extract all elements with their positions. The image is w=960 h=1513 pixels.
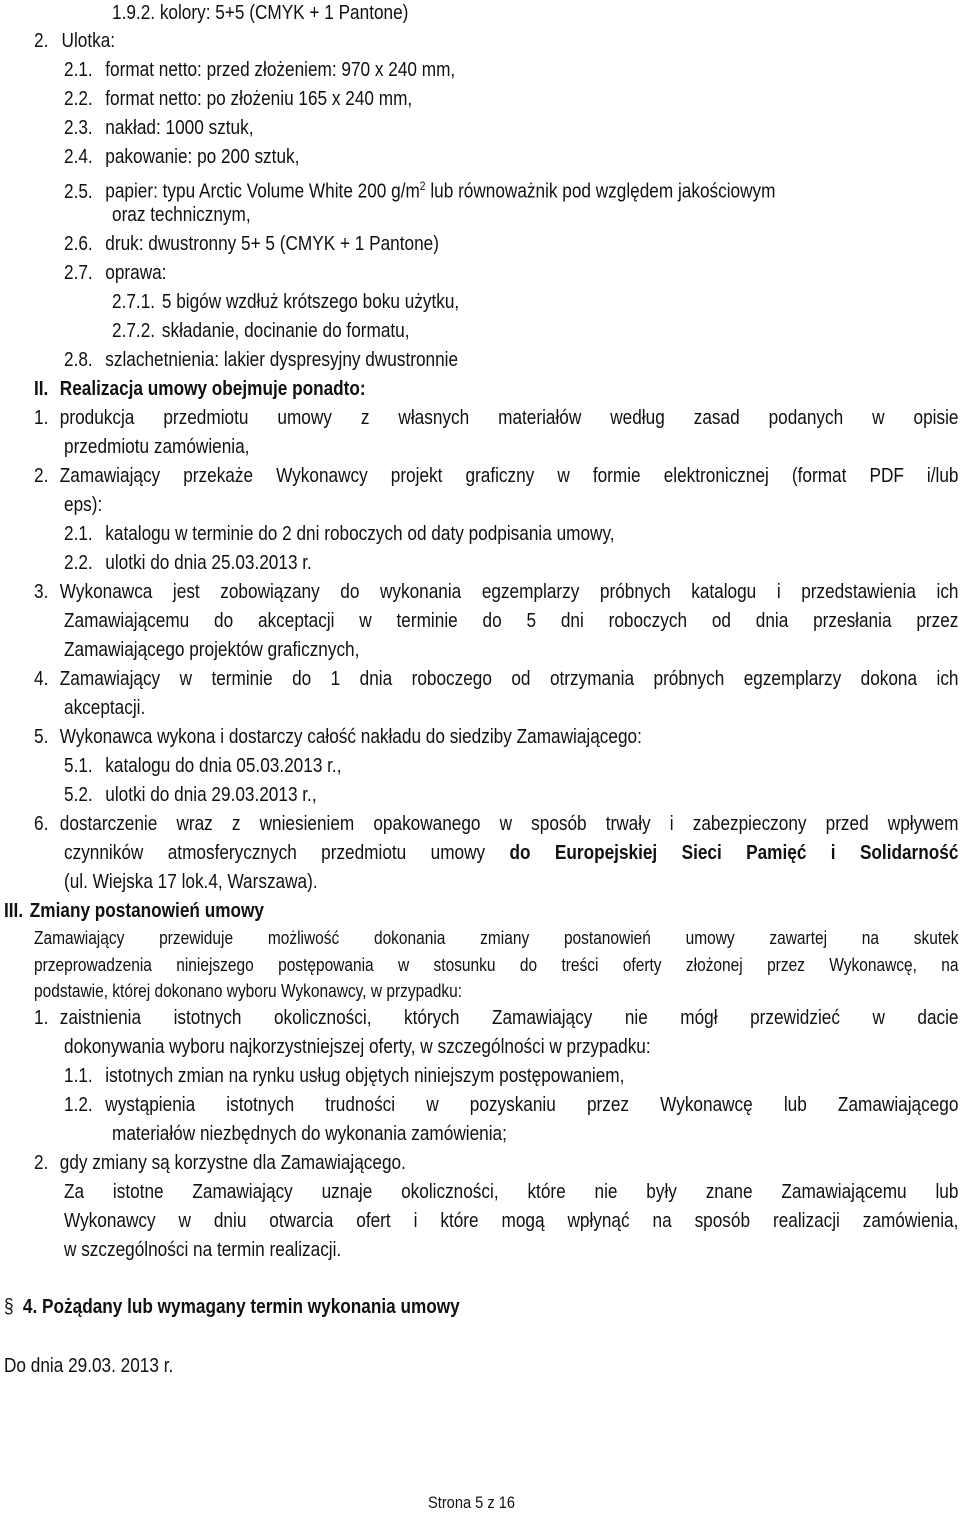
list-item: 2.3. nakład: 1000 sztuk, [64,117,254,139]
list-item: 3. Wykonawca jest zobowiązany do wykonania egzemplarzy próbnych katalogu i przedstawienia ich [34,581,959,603]
page-number: Strona 5 z 16 [428,1493,515,1512]
list-item: czynników atmosferycznych przedmiotu umowy do Europejskiej Sieci Pamięć i Solidarność [64,842,959,864]
list-item: 5.1. katalogu do dnia 05.03.2013 r., [64,755,342,777]
list-item: (ul. Wiejska 17 lok.4, Warszawa). [64,871,318,893]
list-item: 2.1. katalogu w terminie do 2 dni roboczych od daty podpisania umowy, [64,523,615,545]
section-heading: II. Realizacja umowy obejmuje ponadto: [34,378,366,400]
list-item: 2.7.2. składanie, docinanie do formatu, [112,320,410,342]
deadline-text: Do dnia 29.03. 2013 r. [4,1355,174,1377]
list-item: 2. Zamawiający przekaże Wykonawcy projekt graficzny w formie elektronicznej (format PDF i/lub [34,465,959,487]
list-item: 2.5. papier: typu Arctic Volume White 200 $g/m^2$ lub równoważnik pod względem jakościowym [64,179,776,203]
list-item: 5.2. ulotki do dnia 29.03.2013 r., [64,784,317,806]
list-item: 2.2. format netto: po złożeniu 165 x 240 mm, [64,88,413,110]
paragraph-line: podstawie, której dokonano wyboru Wykonawcy, w przypadku: [34,981,463,1001]
list-item: przedmiotu zamówienia, [64,436,250,458]
list-item: 2.1. format netto: przed złożeniem: 970 x 240 mm, [64,59,456,81]
list-item: 2.2. ulotki do dnia 25.03.2013 r. [64,552,312,574]
list-item: 2. gdy zmiany są korzystne dla Zamawiającego. [34,1152,406,1174]
list-item: 2.4. pakowanie: po 200 sztuk, [64,146,300,168]
section-heading: III. Zmiany postanowień umowy [4,900,264,922]
list-item: 2.7. oprawa: [64,262,167,284]
list-item: 1. zaistnienia istotnych okoliczności, których Zamawiający nie mógł przewidzieć w dacie [34,1007,959,1029]
list-item: 1. produkcja przedmiotu umowy z własnych materiałów według zasad podanych w opisie [34,407,959,429]
list-item: akceptacji. [64,697,146,719]
section-bullet-icon: § [4,1296,14,1318]
list-item: eps): [64,494,103,516]
paragraph-line: Za istotne Zamawiający uznaje okoliczności, które nie były znane Zamawiającemu lub [64,1181,959,1203]
paragraph-line: Wykonawcy w dniu otwarcia ofert i które mogą wpłynąć na sposób realizacji zamówienia, [64,1210,959,1232]
list-item: dokonywania wyboru najkorzystniejszej oferty, w szczególności w przypadku: [64,1036,651,1058]
list-item: 2. Ulotka: [34,30,116,52]
paragraph-line: Zamawiający przewiduje możliwość dokonania zmiany postanowień umowy zawartej na skutek [34,928,959,948]
list-item: Zamawiającemu do akceptacji w terminie do 5 dni roboczych od dnia przesłania przez [64,610,959,632]
paragraph-line: w szczególności na termin realizacji. [64,1239,342,1261]
list-item: 1.2. wystąpienia istotnych trudności w pozyskaniu przez Wykonawcę lub Zamawiającego [64,1094,959,1116]
list-item: oraz technicznym, [112,204,251,226]
list-item: 5. Wykonawca wykona i dostarczy całość nakładu do siedziby Zamawiającego: [34,726,642,748]
list-item: 1.1. istotnych zmian na rynku usług objętych niniejszym postępowaniem, [64,1065,625,1087]
list-item: 2.7.1. 5 bigów wzdłuż krótszego boku użytku, [112,291,460,313]
list-item: Zamawiającego projektów graficznych, [64,639,360,661]
list-item: 6. dostarczenie wraz z wniesieniem opakowanego w sposób trwały i zabezpieczony przed wpływem [34,813,959,835]
section-heading: § 4. Pożądany lub wymagany termin wykonania umowy [4,1296,460,1318]
list-item: 2.6. druk: dwustronny 5+ 5 (CMYK + 1 Pantone) [64,233,439,255]
list-item: 1.9.2. kolory: 5+5 (CMYK + 1 Pantone) [112,2,409,24]
list-item: 4. Zamawiający w terminie do 1 dnia roboczego od otrzymania próbnych egzemplarzy dokona ich [34,668,959,690]
list-item: 2.8. szlachetnienia: lakier dyspresyjny dwustronnie [64,349,459,371]
list-item: materiałów niezbędnych do wykonania zamówienia; [112,1123,507,1145]
paragraph-line: przeprowadzenia niniejszego postępowania w stosunku do treści oferty złożonej przez Wykonawcę, na [34,955,959,975]
